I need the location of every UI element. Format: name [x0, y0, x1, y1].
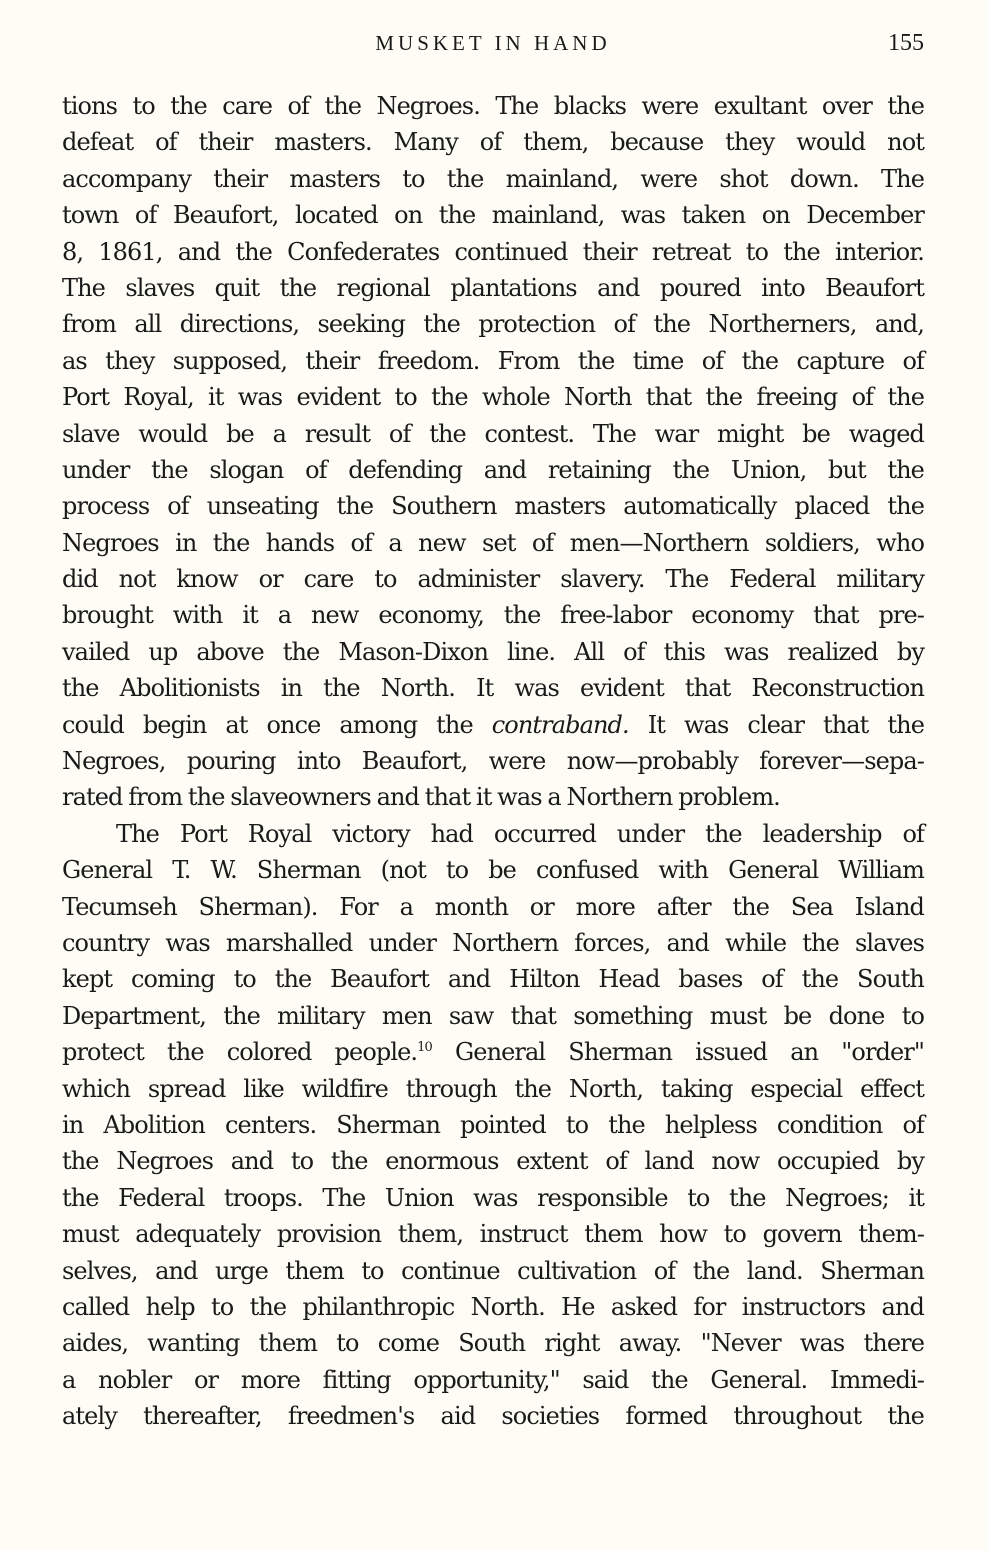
text-line: vailed up above the Mason-Dixon line. All of this was realized by — [62, 637, 924, 666]
body-text — [62, 88, 924, 1434]
text-line: brought with it a new economy, the free-labor economy that pre- — [62, 601, 924, 630]
text-line: aides, wanting them to come South right away. "Never was there — [62, 1329, 924, 1358]
text-line: 8, 1861, and the Confederates continued their retreat to the interior. — [62, 237, 924, 266]
text-line: must adequately provision them, instruct them how to govern them- — [62, 1220, 924, 1249]
text-line: kept coming to the Beaufort and Hilton Head bases of the South — [62, 965, 924, 994]
text-line-with-footnote — [62, 1034, 924, 1070]
text-line: slave would be a result of the contest. The war might be waged — [62, 419, 924, 448]
text-segment: General Sherman issued an "order" — [431, 1038, 924, 1067]
text-line: as they supposed, their freedom. From the time of the capture of — [62, 346, 924, 375]
text-line: Negroes in the hands of a new set of men—Northern soldiers, who — [62, 528, 924, 557]
text-line: Department, the military men saw that something must be done to — [62, 1001, 924, 1030]
text-line: The slaves quit the regional plantations and poured into Beaufort — [62, 273, 924, 302]
text-line: Port Royal, it was evident to the whole North that the freeing of the — [62, 383, 924, 412]
text-line: defeat of their masters. Many of them, because they would not — [62, 128, 924, 157]
text-segment: It was clear that the — [628, 710, 924, 739]
text-line: country was marshalled under Northern forces, and while the slaves — [62, 928, 924, 957]
italic-word: contraband. — [491, 710, 629, 739]
text-line: selves, and urge them to continue cultivation of the land. Sherman — [62, 1256, 924, 1285]
text-line: under the slogan of defending and retaining the Union, but the — [62, 455, 924, 484]
text-line: in Abolition centers. Sherman pointed to the helpless condition of — [62, 1110, 924, 1139]
text-segment: could begin at once among the — [62, 710, 492, 739]
text-line: Tecumseh Sherman). For a month or more after the Sea Island — [62, 892, 924, 921]
text-line: did not know or care to administer slavery. The Federal military — [62, 565, 924, 594]
text-line: called help to the philanthropic North. He asked for instructors and — [62, 1292, 924, 1321]
running-head — [62, 28, 924, 58]
text-line: Negroes, pouring into Beaufort, were now—probably forever—sepa- — [62, 747, 924, 776]
text-line-with-italic — [62, 707, 924, 743]
footnote-reference: 10 — [417, 1040, 432, 1056]
text-line: the Abolitionists in the North. It was evident that Reconstruction — [62, 674, 924, 703]
text-line: a nobler or more fitting opportunity," said the General. Immedi- — [62, 1365, 924, 1394]
text-line: tions to the care of the Negroes. The blacks were exultant over the — [62, 92, 924, 120]
text-line: town of Beaufort, located on the mainland, was taken on December — [62, 201, 924, 230]
paragraph-end-line: rated from the slaveowners and that it was a Northern problem. — [62, 783, 780, 812]
text-line: General T. W. Sherman (not to be confused with General William — [62, 856, 924, 885]
page-number: 155 — [888, 30, 924, 56]
text-line: from all directions, seeking the protection of the Northerners, and, — [62, 310, 924, 339]
text-line: the Federal troops. The Union was responsible to the Negroes; it — [62, 1183, 924, 1212]
text-line: which spread like wildfire through the North, taking especial effect — [62, 1074, 924, 1103]
paragraph-start-line: The Port Royal victory had occurred under the leadership of — [116, 819, 924, 848]
running-title: MUSKET IN HAND — [375, 31, 611, 55]
text-line: ately thereafter, freedmen's aid societies formed throughout the — [62, 1402, 924, 1431]
text-segment: protect the colored people. — [62, 1038, 418, 1067]
text-line: accompany their masters to the mainland, were shot down. The — [62, 164, 924, 193]
text-line: process of unseating the Southern masters automatically placed the — [62, 492, 924, 521]
text-line: the Negroes and to the enormous extent of land now occupied by — [62, 1147, 924, 1176]
